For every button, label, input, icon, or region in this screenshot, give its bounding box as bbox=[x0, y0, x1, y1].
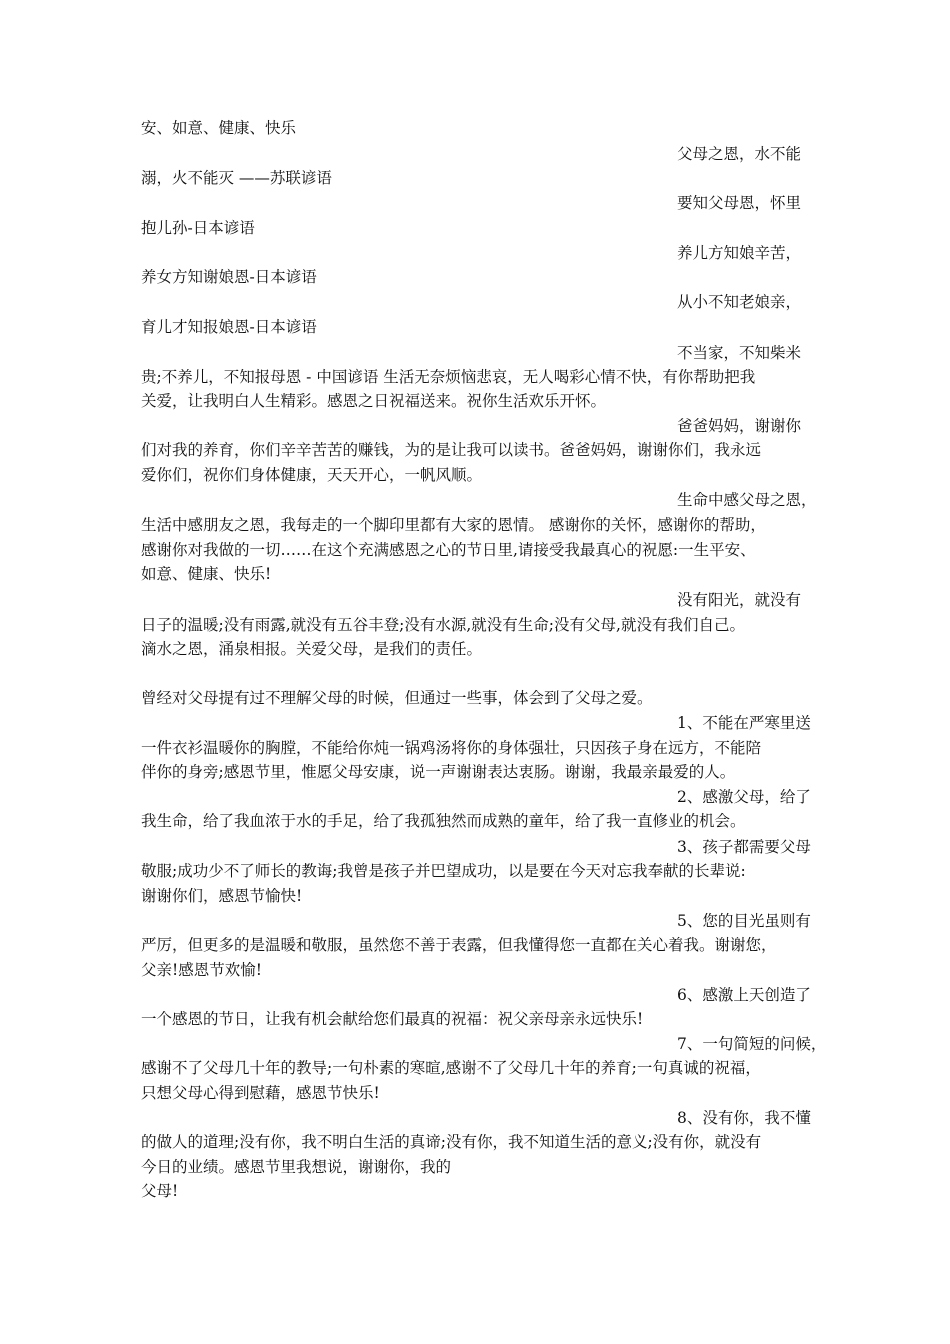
text-line: 3、孩子都需要父母 bbox=[677, 838, 811, 856]
text-line: 6、感激上天创造了 bbox=[677, 986, 811, 1004]
text-line: 5、您的目光虽则有 bbox=[677, 912, 811, 930]
text-line: 从小不知老娘亲， bbox=[677, 293, 802, 311]
text-line: 贵;不养儿，不知报母恩 - 中国谚语 生活无奈烦恼悲哀，无人喝彩心情不快，有你帮助把我 bbox=[141, 368, 756, 386]
text-line: 一个感恩的节日，让我有机会献给您们最真的祝福：祝父亲母亲永远快乐! bbox=[141, 1010, 644, 1028]
text-line: 们对我的养育，你们辛辛苦苦的赚钱，为的是让我可以读书。爸爸妈妈，谢谢你们，我永远 bbox=[141, 441, 762, 459]
text-line: 如意、健康、快乐! bbox=[141, 565, 272, 583]
text-line: 父亲!感恩节欢愉! bbox=[141, 961, 262, 979]
text-line: 生命中感父母之恩， bbox=[677, 491, 817, 509]
text-line: 8、没有你，我不懂 bbox=[677, 1109, 811, 1127]
text-line: 要知父母恩，怀里 bbox=[677, 194, 802, 212]
text-line: 的做人的道理;没有你，我不明白生活的真谛;没有你，我不知道生活的意义;没有你，就没有 bbox=[141, 1133, 762, 1151]
text-line: 爱你们，祝你们身体健康，天天开心，一帆风顺。 bbox=[141, 466, 483, 484]
text-line: 关爱，让我明白人生精彩。感恩之日祝福送来。祝你生活欢乐开怀。 bbox=[141, 392, 607, 410]
text-line: 1、不能在严寒里送 bbox=[677, 714, 811, 732]
text-line: 严厉，但更多的是温暖和敬服，虽然您不善于表露，但我懂得您一直都在关心着我。谢谢您， bbox=[141, 936, 777, 954]
text-line: 生活中感朋友之恩，我每走的一个脚印里都有大家的恩情。 感谢你的关怀，感谢你的帮助， bbox=[141, 516, 766, 534]
text-line: 一件衣衫温暖你的胸膛，不能给你炖一锅鸡汤将你的身体强壮，只因孩子身在远方，不能陪 bbox=[141, 739, 762, 757]
text-line: 今日的业绩。感恩节里我想说，谢谢你，我的 bbox=[141, 1158, 452, 1176]
text-line: 曾经对父母提有过不理解父母的时候，但通过一些事，体会到了父母之爱。 bbox=[141, 689, 653, 707]
text-line: 只想父母心得到慰藉，感恩节快乐! bbox=[141, 1084, 380, 1102]
text-line: 7、一句简短的问候， bbox=[677, 1035, 827, 1053]
text-line: 敬服;成功少不了师长的教诲;我曾是孩子并巴望成功，以是要在今天对忘我奉献的长辈说: bbox=[141, 862, 746, 880]
text-line: 父母! bbox=[141, 1182, 179, 1200]
text-line: 没有阳光，就没有 bbox=[677, 591, 802, 609]
text-line: 伴你的身旁;感恩节里，惟愿父母安康，说一声谢谢表达衷肠。谢谢，我最亲最爱的人。 bbox=[141, 763, 736, 781]
text-line: 养儿方知娘辛苦， bbox=[677, 244, 802, 262]
text-line: 爸爸妈妈，谢谢你 bbox=[677, 417, 802, 435]
text-line: 日子的温暖;没有雨露,就没有五谷丰登;没有水源,就没有生命;没有父母,就没有我们自己。 bbox=[141, 616, 745, 634]
text-line: 安、如意、健康、快乐 bbox=[141, 119, 297, 137]
text-line: 感谢不了父母几十年的教导;一句朴素的寒暄,感谢不了父母几十年的养育;一句真诚的祝福， bbox=[141, 1059, 761, 1077]
text-line: 溺，火不能灭 ——苏联谚语 bbox=[141, 169, 332, 187]
text-line: 感谢你对我做的一切……在这个充满感恩之心的节日里,请接受我最真心的祝愿:一生平安、 bbox=[141, 541, 756, 559]
text-line: 父母之恩，水不能 bbox=[677, 145, 802, 163]
text-line: 养女方知谢娘恩-日本谚语 bbox=[141, 268, 317, 286]
text-line: 我生命，给了我血浓于水的手足，给了我孤独然而成熟的童年，给了我一直修业的机会。 bbox=[141, 812, 746, 830]
text-line: 不当家，不知柴米 bbox=[677, 344, 802, 362]
text-line: 抱儿孙-日本谚语 bbox=[141, 219, 255, 237]
text-line: 滴水之恩，涌泉相报。关爱父母，是我们的责任。 bbox=[141, 640, 483, 658]
text-line: 育儿才知报娘恩-日本谚语 bbox=[141, 318, 317, 336]
text-line: 谢谢你们，感恩节愉快! bbox=[141, 887, 303, 905]
text-line: 2、感激父母，给了 bbox=[677, 788, 811, 806]
